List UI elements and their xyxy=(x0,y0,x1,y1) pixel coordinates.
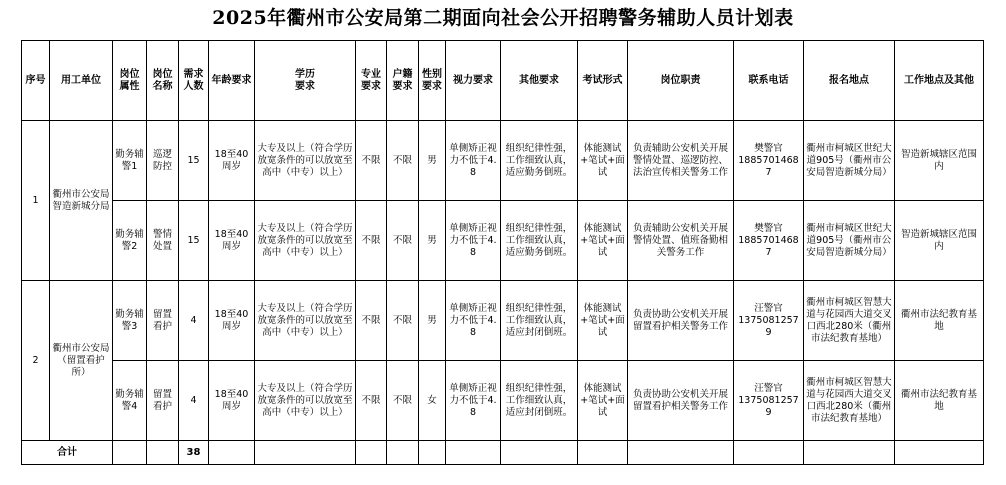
other-cell: 组织纪律性强，工作细致认真，适应勤务倒班。 xyxy=(501,121,578,201)
vision-cell: 单侧矫正视力不低于4.8 xyxy=(446,121,501,201)
header-edu: 学历 要求 xyxy=(255,41,356,121)
huji-cell: 不限 xyxy=(387,121,419,201)
header-duty: 岗位职责 xyxy=(628,41,734,121)
major-cell: 不限 xyxy=(356,281,387,361)
header-exam: 考试形式 xyxy=(578,41,628,121)
other-cell: 组织纪律性强，工作细致认真，适应勤务倒班。 xyxy=(501,201,578,281)
phone-cell: 汪警官 13750812579 xyxy=(734,281,804,361)
header-unit: 用工单位 xyxy=(50,41,113,121)
pos-cell: 巡逻防控 xyxy=(147,121,179,201)
gender-cell: 女 xyxy=(419,361,446,441)
seq-cell: 2 xyxy=(22,281,50,441)
header-place: 报名地点 xyxy=(804,41,895,121)
empty-cell xyxy=(419,441,446,465)
vision-cell: 单侧矫正视力不低于4.8 xyxy=(446,361,501,441)
edu-cell: 大专及以上（符合学历放宽条件的可以放宽至高中（中专）以上） xyxy=(255,281,356,361)
edu-cell: 大专及以上（符合学历放宽条件的可以放宽至高中（中专）以上） xyxy=(255,361,356,441)
empty-cell xyxy=(501,441,578,465)
empty-cell xyxy=(578,441,628,465)
place-cell: 衢州市柯城区智慧大道与花园西大道交叉口西北280米（衢州市法纪教育基地） xyxy=(804,281,895,361)
empty-cell xyxy=(387,441,419,465)
gender-cell: 男 xyxy=(419,281,446,361)
table-row xyxy=(22,201,984,281)
header-num: 需求 人数 xyxy=(179,41,209,121)
work-cell: 衢州市法纪教育基地 xyxy=(895,361,984,441)
table-row xyxy=(22,121,984,201)
duty-cell: 负责协助公安机关开展留置看护相关警务工作 xyxy=(628,361,734,441)
header-major: 专业 要求 xyxy=(356,41,387,121)
other-cell: 组织纪律性强，工作细致认真，适应封闭倒班。 xyxy=(501,281,578,361)
unit-cell: 衢州市公安局 智造新城分局 xyxy=(50,121,113,281)
header-work: 工作地点及其他 xyxy=(895,41,984,121)
total-num: 38 xyxy=(179,441,209,465)
place-cell: 衢州市柯城区世纪大道905号（衢州市公安局智造新城分局） xyxy=(804,121,895,201)
exam-cell: 体能测试+笔试+面试 xyxy=(578,281,628,361)
empty-cell xyxy=(628,441,734,465)
num-cell: 15 xyxy=(179,201,209,281)
age-cell: 18至40周岁 xyxy=(209,281,255,361)
empty-cell xyxy=(356,441,387,465)
total-label: 合计 xyxy=(22,441,113,465)
attr-cell: 勤务辅警1 xyxy=(113,121,147,201)
recruitment-table xyxy=(21,40,984,465)
edu-cell: 大专及以上（符合学历放宽条件的可以放宽至高中（中专）以上） xyxy=(255,121,356,201)
header-gender: 性别 要求 xyxy=(419,41,446,121)
vision-cell: 单侧矫正视力不低于4.8 xyxy=(446,281,501,361)
phone-cell: 樊警官 18857014687 xyxy=(734,201,804,281)
header-vision: 视力要求 xyxy=(446,41,501,121)
seq-cell: 1 xyxy=(22,121,50,281)
empty-cell xyxy=(895,441,984,465)
major-cell: 不限 xyxy=(356,361,387,441)
duty-cell: 负责辅助公安机关开展警情处置、巡逻防控、法治宣传相关警务工作 xyxy=(628,121,734,201)
place-cell: 衢州市柯城区世纪大道905号（衢州市公安局智造新城分局） xyxy=(804,201,895,281)
gender-cell: 男 xyxy=(419,201,446,281)
phone-cell: 樊警官 18857014687 xyxy=(734,121,804,201)
huji-cell: 不限 xyxy=(387,281,419,361)
page-title: 2025年衢州市公安局第二期面向社会公开招聘警务辅助人员计划表 xyxy=(212,7,794,29)
exam-cell: 体能测试+笔试+面试 xyxy=(578,201,628,281)
unit-cell: 衢州市公安局 （留置看护所） xyxy=(50,281,113,441)
table-row xyxy=(22,281,984,361)
attr-cell: 勤务辅警3 xyxy=(113,281,147,361)
num-cell: 4 xyxy=(179,361,209,441)
empty-cell xyxy=(255,441,356,465)
age-cell: 18至40周岁 xyxy=(209,361,255,441)
total-row xyxy=(22,441,984,465)
work-cell: 智造新城辖区范围内 xyxy=(895,121,984,201)
work-cell: 智造新城辖区范围内 xyxy=(895,201,984,281)
huji-cell: 不限 xyxy=(387,201,419,281)
age-cell: 18至40周岁 xyxy=(209,121,255,201)
empty-cell xyxy=(734,441,804,465)
header-attr: 岗位 属性 xyxy=(113,41,147,121)
header-huji: 户籍 要求 xyxy=(387,41,419,121)
phone-cell: 汪警官 13750812579 xyxy=(734,361,804,441)
duty-cell: 负责协助公安机关开展留置看护相关警务工作 xyxy=(628,281,734,361)
major-cell: 不限 xyxy=(356,201,387,281)
header-phone: 联系电话 xyxy=(734,41,804,121)
attr-cell: 勤务辅警2 xyxy=(113,201,147,281)
header-other: 其他要求 xyxy=(501,41,578,121)
num-cell: 4 xyxy=(179,281,209,361)
header-age: 年龄要求 xyxy=(209,41,255,121)
edu-cell: 大专及以上（符合学历放宽条件的可以放宽至高中（中专）以上） xyxy=(255,201,356,281)
attr-cell: 勤务辅警4 xyxy=(113,361,147,441)
empty-cell xyxy=(446,441,501,465)
huji-cell: 不限 xyxy=(387,361,419,441)
empty-cell xyxy=(804,441,895,465)
duty-cell: 负责辅助公安机关开展警情处置、值班备勤相关警务工作 xyxy=(628,201,734,281)
age-cell: 18至40周岁 xyxy=(209,201,255,281)
other-cell: 组织纪律性强，工作细致认真，适应封闭倒班。 xyxy=(501,361,578,441)
empty-cell xyxy=(209,441,255,465)
empty-cell xyxy=(113,441,147,465)
exam-cell: 体能测试+笔试+面试 xyxy=(578,361,628,441)
table-row xyxy=(22,361,984,441)
gender-cell: 男 xyxy=(419,121,446,201)
header-pos: 岗位 名称 xyxy=(147,41,179,121)
place-cell: 衢州市柯城区智慧大道与花园西大道交叉口西北280米（衢州市法纪教育基地） xyxy=(804,361,895,441)
header-row xyxy=(22,41,984,121)
header-seq: 序号 xyxy=(22,41,50,121)
pos-cell: 留置看护 xyxy=(147,361,179,441)
pos-cell: 留置看护 xyxy=(147,281,179,361)
num-cell: 15 xyxy=(179,121,209,201)
exam-cell: 体能测试+笔试+面试 xyxy=(578,121,628,201)
work-cell: 衢州市法纪教育基地 xyxy=(895,281,984,361)
empty-cell xyxy=(147,441,179,465)
pos-cell: 警情处置 xyxy=(147,201,179,281)
vision-cell: 单侧矫正视力不低于4.8 xyxy=(446,201,501,281)
major-cell: 不限 xyxy=(356,121,387,201)
